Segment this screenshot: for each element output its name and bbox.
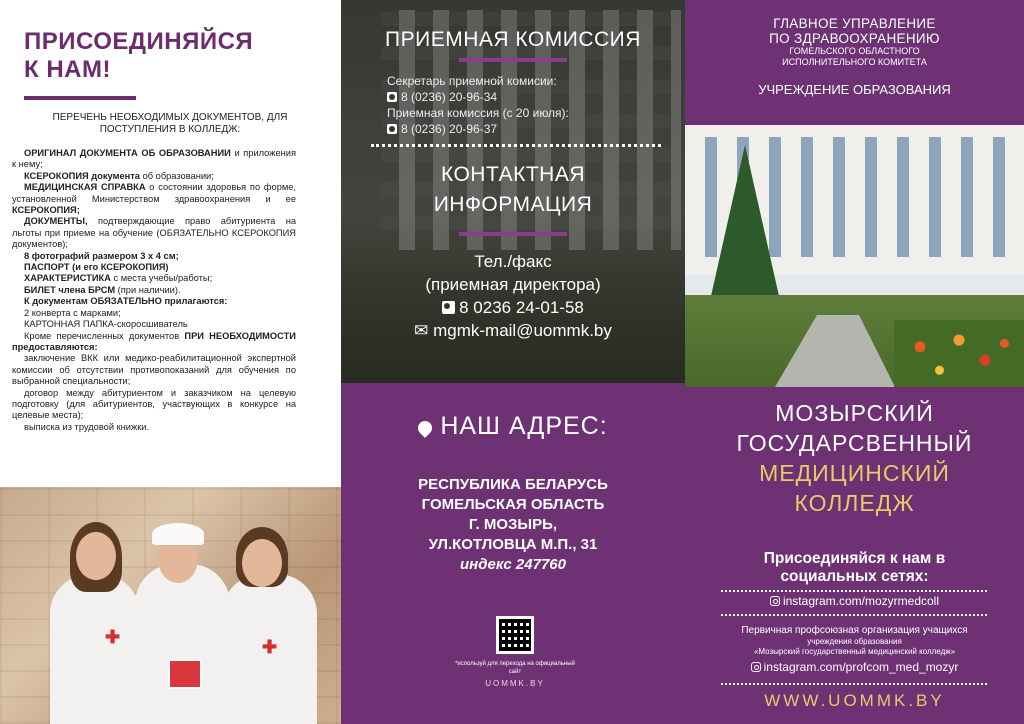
secretary-phone-row [387, 89, 667, 105]
contact-title-line1: КОНТАКТНАЯ [440, 163, 586, 186]
social-heading-line2: социальных сетях: [780, 568, 929, 585]
admissions-title: ПРИЕМНАЯ КОМИССИЯ [385, 28, 641, 51]
dotted-divider [721, 614, 987, 616]
documents-list [12, 148, 296, 433]
title-underline [24, 96, 136, 100]
dotted-divider [721, 590, 987, 592]
commission-phone-row [387, 121, 667, 137]
red-cross-icon: ✚ [105, 627, 121, 647]
authority-line: ИСПОЛНИТЕЛЬНОГО КОМИТЕТА [782, 57, 927, 67]
doc-item: МЕДИЦИНСКАЯ СПРАВКА о состоянии здоровья по форме, установленной Министерством здравоохранения и ее КСЕРОКОПИЯ; [12, 182, 297, 216]
admissions-underline [459, 58, 567, 62]
donation-box-icon [168, 659, 202, 689]
instagram-row-college [685, 594, 1024, 608]
authority-line: ГОМЕЛЬСКОГО ОБЛАСТНОГО [789, 46, 920, 56]
qr-site[interactable]: UOMMK.BY [485, 679, 545, 688]
doc-item: 8 фотографий размером 3 х 4 см; [24, 250, 179, 261]
students-photo [0, 487, 341, 724]
address-block [341, 475, 685, 575]
college-name [685, 398, 1024, 518]
address-line: ГОМЕЛЬСКАЯ ОБЛАСТЬ [421, 496, 605, 513]
address-line: УЛ.КОТЛОВЦА М.П., 31 [428, 536, 598, 553]
social-heading [685, 550, 1024, 586]
right-panel [685, 0, 1024, 724]
college-name-line: МЕДИЦИНСКИЙ [759, 460, 950, 486]
join-title [24, 28, 253, 84]
doc-item: 2 конверта с марками; [24, 307, 121, 318]
contact-underline [459, 232, 567, 236]
mail-icon: ✉ [414, 321, 434, 340]
contact-details [341, 250, 685, 342]
email-row [341, 319, 685, 342]
union-block [685, 625, 1024, 657]
email-link[interactable]: mgmk-mail@uommk.by [433, 321, 612, 340]
instagram-link-union[interactable]: instagram.com/profcom_med_mozyr [763, 660, 959, 674]
commission-label: Приемная комиссия (с 20 июля): [387, 106, 569, 120]
secretary-phone[interactable]: 8 (0236) 20-96-34 [401, 90, 498, 104]
commission-phone[interactable]: 8 (0236) 20-96-37 [401, 122, 498, 136]
student-face [76, 532, 116, 580]
address-line: РЕСПУБЛИКА БЕЛАРУСЬ [418, 476, 608, 493]
doc-item: договор между абитуриентом и заказчиком на целевую подготовку (для абитуриентов, участвующих в конкурсе на целевые места); [12, 387, 296, 421]
doc-item: ДОКУМЕНТЫ, подтверждающие право абитуриента на льготы при приеме на обучение (ОБЯЗАТЕЛЬНО КСЕРОКОПИЯ документов); [12, 216, 296, 250]
middle-panel [341, 0, 685, 724]
doc-item: КСЕРОКОПИЯ документа об образовании; [24, 170, 214, 181]
doc-item: К документам ОБЯЗАТЕЛЬНО прилагаются: [24, 296, 228, 307]
instagram-link-college[interactable]: instagram.com/mozyrmedcoll [782, 594, 940, 608]
qr-code[interactable] [496, 616, 534, 654]
college-name-line: МОЗЫРСКИЙ [775, 400, 934, 426]
instagram-row-union [685, 660, 1024, 674]
qr-pattern [499, 619, 531, 651]
doc-item: БИЛЕТ члена БРСМ (при наличии). [24, 284, 181, 295]
fax-sub: (приемная директора) [425, 275, 601, 294]
left-panel [0, 0, 341, 724]
contact-title [341, 160, 685, 220]
institution-label: УЧРЕЖДЕНИЕ ОБРАЗОВАНИЯ [758, 82, 951, 97]
director-phone-row [341, 296, 685, 319]
dotted-divider [721, 683, 987, 685]
doc-item: КАРТОННАЯ ПАПКА-скоросшиватель [24, 319, 188, 330]
phone-icon [442, 301, 455, 314]
authority-line: ГЛАВНОЕ УПРАВЛЕНИЕ [773, 16, 936, 31]
social-heading-line1: Присоединяйся к нам в [763, 550, 946, 567]
doc-item: ОРИГИНАЛ ДОКУМЕНТА ОБ ОБРАЗОВАНИИ и приложения к нему; [12, 148, 297, 170]
phone-icon [387, 124, 397, 134]
join-title-line1: ПРИСОЕДИНЯЙСЯ [24, 28, 254, 55]
flowerbed [894, 320, 1024, 387]
instagram-icon [751, 662, 761, 672]
contact-title-line2: ИНФОРМАЦИЯ [433, 193, 593, 216]
student-face [242, 539, 282, 587]
student-figure [135, 564, 230, 724]
cap-icon [152, 523, 204, 545]
instagram-icon [770, 596, 780, 606]
college-name-line: ГОСУДАРСВЕННЫЙ [736, 430, 973, 456]
join-title-line2: К НАМ! [24, 56, 111, 83]
director-phone[interactable]: 8 0236 24-01-58 [459, 298, 584, 317]
address-line: Г. МОЗЫРЬ, [468, 516, 558, 533]
union-line: учреждения образования [807, 637, 902, 646]
doc-item: заключение ВКК или медико-реабилитационной экспертной комиссии об отсутствии противопоказаний для обучения по выбранной специальности; [12, 353, 296, 387]
doc-item: ХАРАКТЕРИСТИКА с места учебы/работы; [24, 273, 213, 284]
college-building-photo [685, 125, 1024, 387]
college-name-line: КОЛЛЕДЖ [794, 490, 915, 516]
dotted-divider [371, 144, 661, 147]
website-link[interactable]: WWW.UOMMK.BY [764, 691, 945, 710]
postal-code [341, 555, 685, 575]
address-title [341, 412, 685, 441]
doc-item: выписка из трудовой книжки. [24, 421, 150, 432]
admissions-contacts [387, 73, 667, 137]
red-cross-icon: ✚ [262, 637, 278, 657]
fax-label: Тел./факс [474, 252, 552, 271]
doc-item: Кроме перечисленных документов ПРИ НЕОБХОДИМОСТИ предоставляются: [12, 330, 296, 352]
address-title-text: НАШ АДРЕС: [440, 412, 608, 440]
phone-icon [387, 92, 397, 102]
student-figure [50, 574, 140, 724]
union-line: «Мозырский государственный медицинский колледж» [753, 647, 956, 656]
qr-note: *используй для перехода на официальный сайт [455, 661, 575, 675]
secretary-label: Секретарь приемной комисии: [387, 74, 557, 88]
postal-code-text: индекс 247760 [459, 556, 566, 573]
union-line: Первичная профсоюзная организация учащихся [741, 625, 968, 636]
authority-line: ПО ЗДРАВООХРАНЕНИЮ [769, 31, 940, 46]
doc-item: ПАСПОРТ (и его КСЕРОКОПИЯ) [24, 262, 169, 273]
location-pin-icon [415, 418, 435, 438]
documents-heading: ПЕРЕЧЕНЬ НЕОБХОДИМЫХ ДОКУМЕНТОВ, ДЛЯ ПОСТУПЛЕНИЯ В КОЛЛЕДЖ: [52, 112, 288, 135]
authority-block [685, 16, 1024, 97]
